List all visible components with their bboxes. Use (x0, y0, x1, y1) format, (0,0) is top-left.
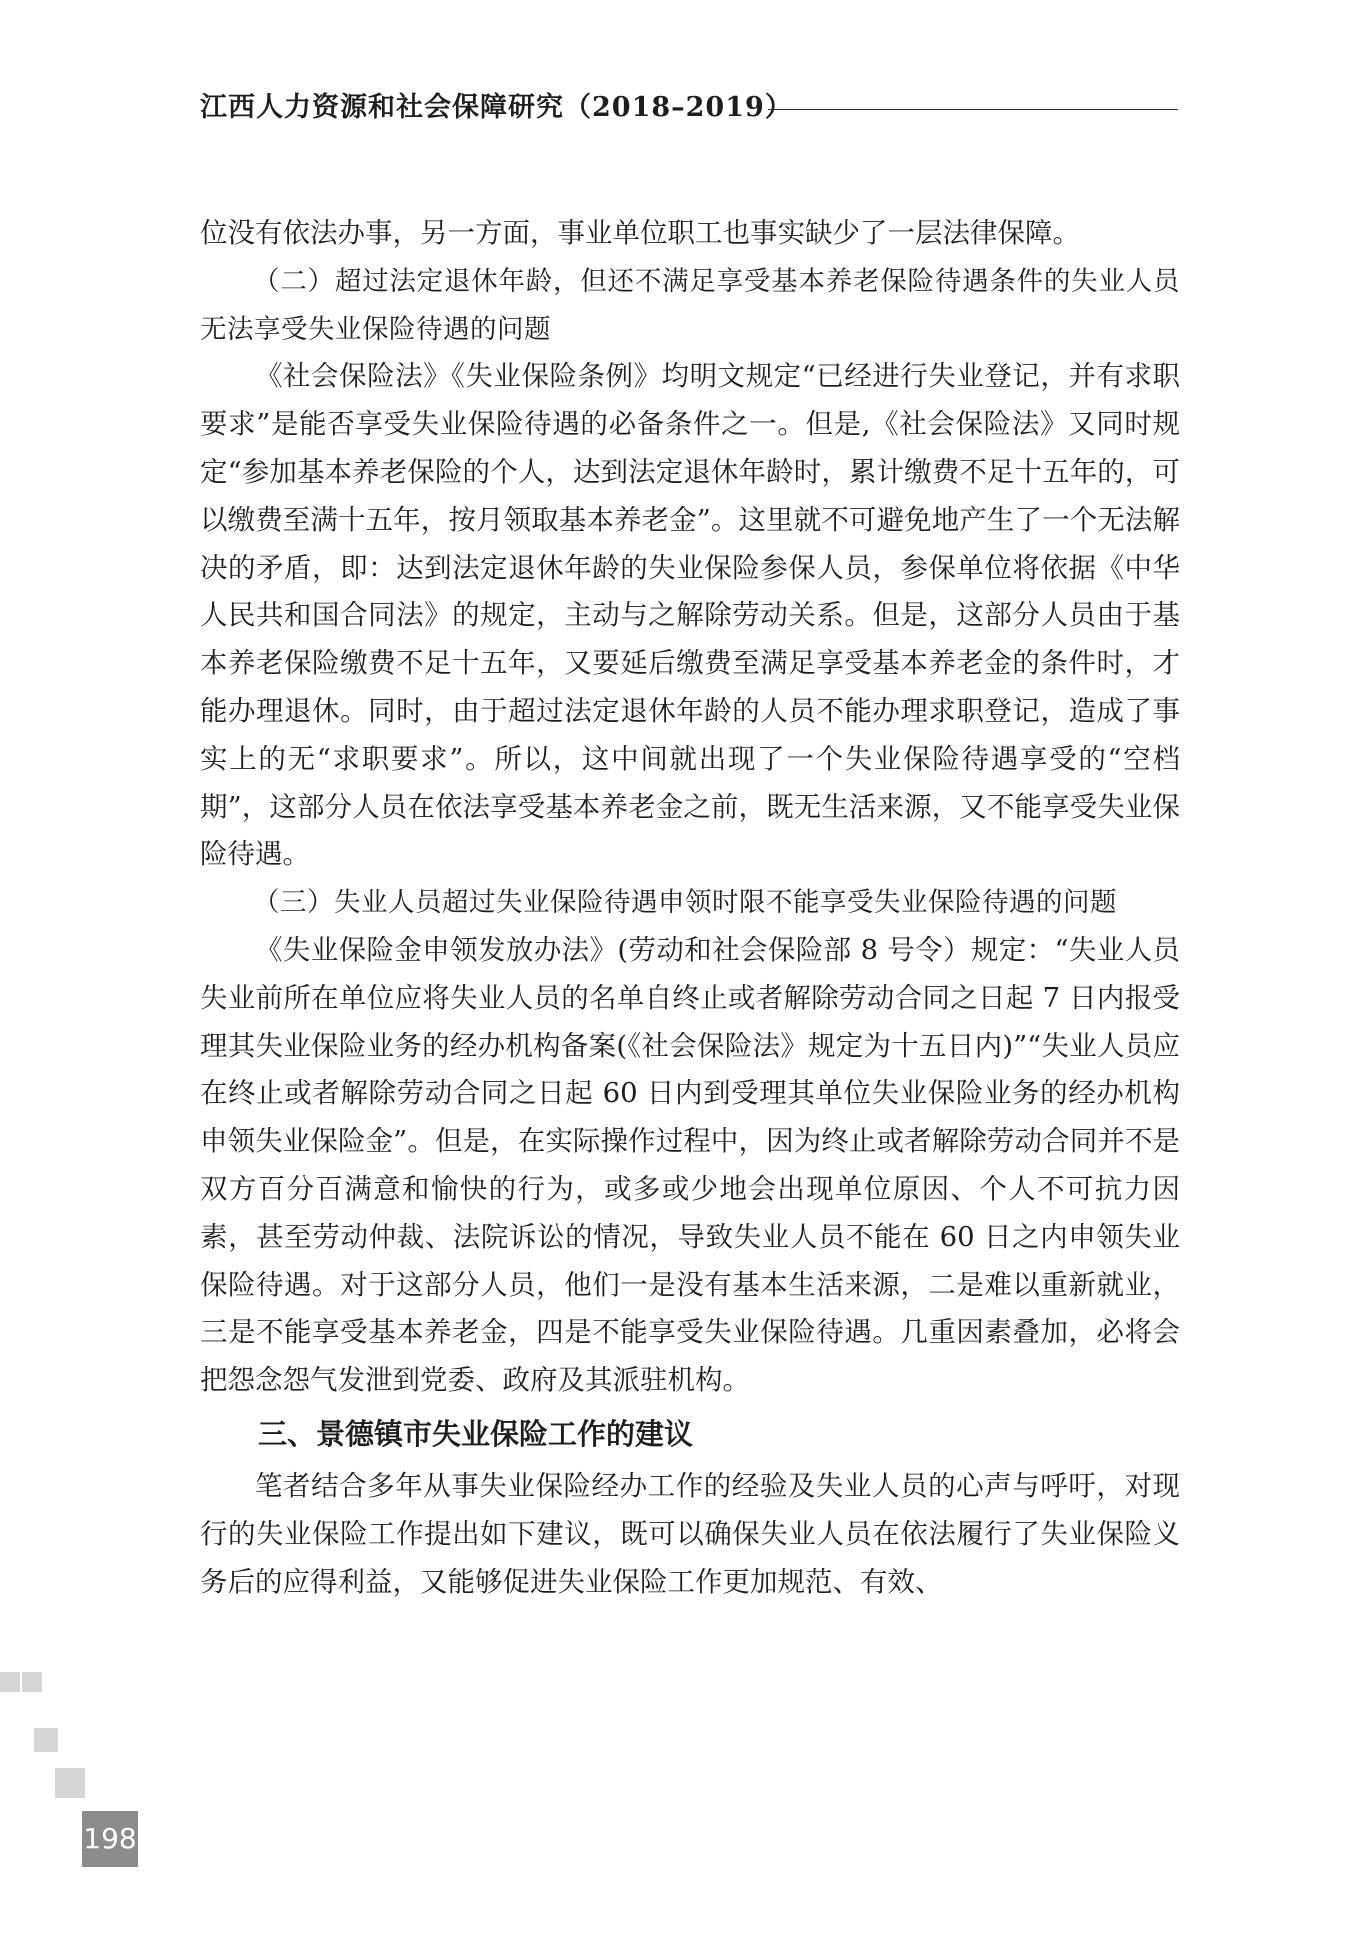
body-text (200, 210, 1180, 1606)
decorative-square (55, 1768, 85, 1798)
decorative-square (0, 1672, 20, 1692)
paragraph-4: 笔者结合多年从事失业保险经办工作的经验及失业人员的心声与呼吁，对现行的失业保险工作提出如下建议，既可以确保失业人员在依法履行了失业保险义务后的应得利益，又能够促进失业保险工作更加规范、有效、 (200, 1469, 1180, 1598)
header-rule (768, 109, 1178, 110)
running-header (200, 88, 1178, 128)
section-heading-3: 三、景德镇市失业保险工作的建议 (258, 1416, 694, 1451)
subheading-3: （三）失业人员超过失业保险待遇申领时限不能享受失业保险待遇的问题 (253, 887, 1117, 919)
header-title: 江西人力资源和社会保障研究（2018–2019） (200, 92, 793, 123)
paragraph-2: 《社会保险法》《失业保险条例》均明文规定“已经进行失业登记，并有求职要求”是能否享受失业保险待遇的必备条件之一。但是,《社会保险法》又同时规定“参加基本养老保险的个人，达到法定退休年龄时，累计缴费不足十五年的，可以缴费至满十五年，按月领取基本养老金”。这里就不可避免地产生了一个无法解决的矛盾，即：达到法定退休年龄的失业保险参保人员，参保单位将依据《中华人民共和国合同法》的规定，主动与之解除劳动关系。但是，这部分人员由于基本养老保险缴费不足十五年，又要延后缴费至满足享受基本养老金的条件时，才能办理退休。同时，由于超过法定退休年龄的人员不能办理求职登记，造成了事实上的无“求职要求”。所以，这中间就出现了一个失业保险待遇享受的“空档期”，这部分人员在依法享受基本养老金之前，既无生活来源，又不能享受失业保险待遇。 (200, 360, 1180, 871)
paragraph-3: 《失业保险金申领发放办法》(劳动和社会保险部 8 号令）规定：“失业人员失业前所在单位应将失业人员的名单自终止或者解除劳动合同之日起 7 日内报受理其失业保险业务的经办机构备案(《社会保险法》规定为十五日内)”“失业人员应在终止或者解除劳动合同之日起 60 日内到受理其单位失业保险业务的经办机构申领失业保险金”。但是，在实际操作过程中，因为终止或者解除劳动合同并不是双方百分百满意和愉快的行为，或多或少地会出现单位原因、个人不可抗力因素，甚至劳动仲裁、法院诉讼的情况，导致失业人员不能在 60 日之内申领失业保险待遇。对于这部分人员，他们一是没有基本生活来源，二是难以重新就业，三是不能享受基本养老金，四是不能享受失业保险待遇。几重因素叠加，必将会把怨念怨气发泄到党委、政府及其派驻机构。 (200, 933, 1180, 1397)
paragraph-continuation: 位没有依法办事，另一方面，事业单位职工也事实缺少了一层法律保障。 (200, 217, 1080, 249)
page-number: 198 (82, 1811, 138, 1867)
decorative-square (34, 1728, 58, 1752)
subheading-2: （二）超过法定退休年龄，但还不满足享受基本养老保险待遇条件的失业人员无法享受失业保险待遇的问题 (200, 265, 1180, 345)
decorative-square (22, 1672, 42, 1692)
